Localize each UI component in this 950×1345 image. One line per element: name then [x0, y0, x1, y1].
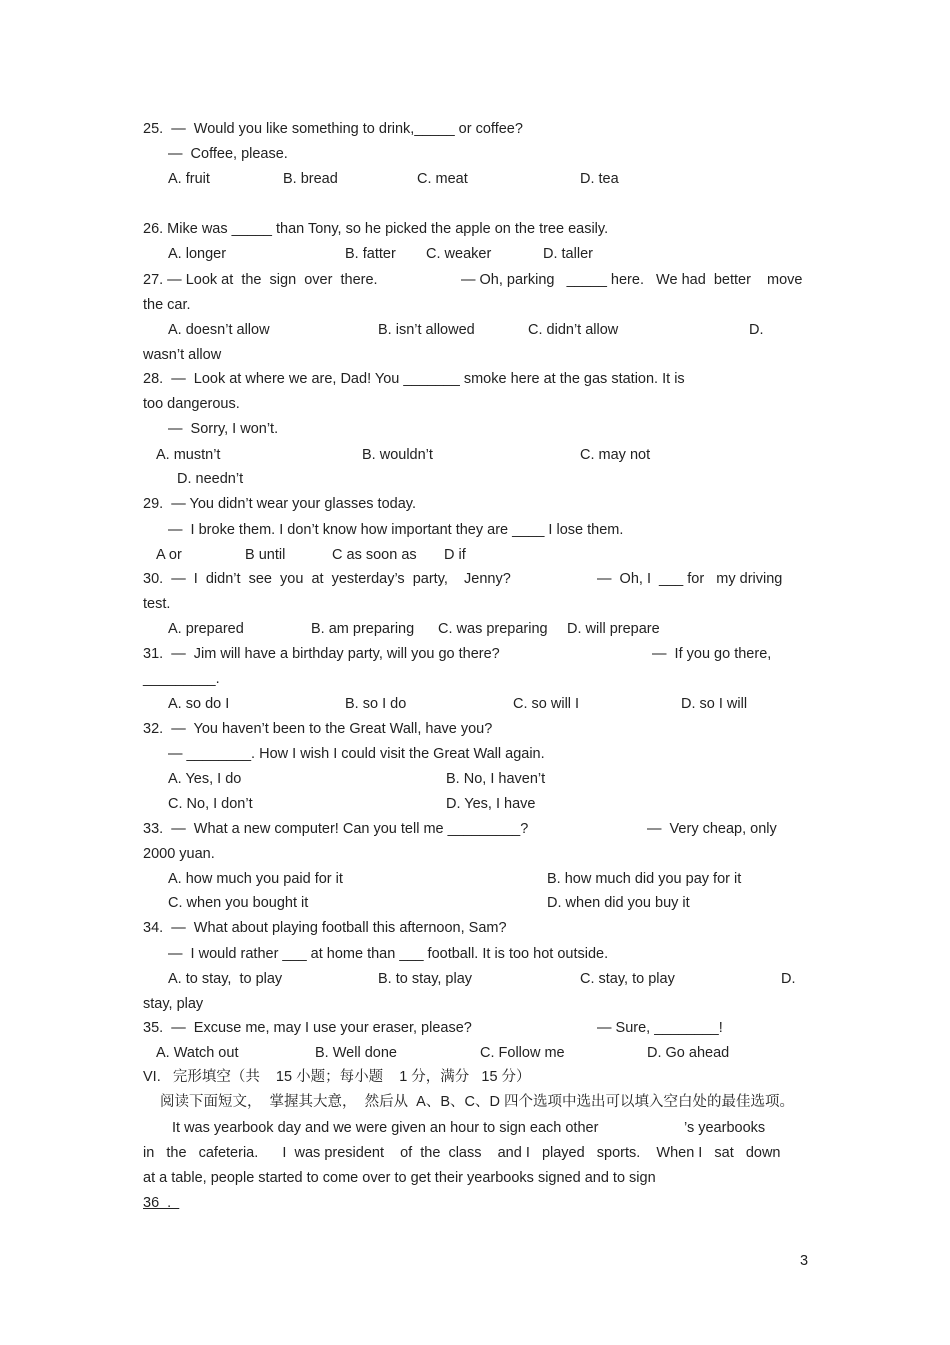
- q34-stem: 34. — What about playing football this afternoon, Sam?: [143, 920, 507, 936]
- section-instruction: 阅读下面短文， 掌握其大意， 然后从 A、B、C、D 四个选项中选出可以填入空白处的最佳选项。: [160, 1094, 794, 1110]
- passage-line-2: in the cafeteria. I was president of the class and I played sports. When I sat down: [143, 1145, 781, 1161]
- q26-option-d: D. taller: [543, 246, 593, 262]
- q31-stem-cont: _________.: [143, 671, 220, 687]
- q28-option-d: D. needn’t: [177, 471, 244, 487]
- q28-option-a: A. mustn’t: [156, 447, 221, 463]
- q27-option-c: C. didn’t allow: [528, 322, 619, 338]
- q30-stem: 30. — I didn’t see you at yesterday’s party, Jenny?: [143, 571, 511, 587]
- q29-stem: 29. — You didn’t wear your glasses today.: [143, 496, 416, 512]
- passage-line-1: It was yearbook day and we were given an hour to sign each other: [172, 1120, 599, 1136]
- q25-reply: — Coffee, please.: [168, 146, 288, 162]
- q28-reply: — Sorry, I won’t.: [168, 421, 279, 437]
- q28-option-b: B. wouldn’t: [362, 447, 433, 463]
- q32-reply: — ________. How I wish I could visit the Great Wall again.: [168, 746, 545, 762]
- q26-option-b: B. fatter: [345, 246, 396, 262]
- q35-reply: — Sure, ________!: [597, 1020, 723, 1036]
- q35-option-c: C. Follow me: [480, 1045, 565, 1061]
- q27-stem: 27. — Look at the sign over there.: [143, 272, 378, 288]
- q34-option-c: C. stay, to play: [580, 971, 675, 987]
- q31-stem: 31. — Jim will have a birthday party, will you go there?: [143, 646, 500, 662]
- q34-option-b: B. to stay, play: [378, 971, 473, 987]
- q34-option-d: D.: [781, 971, 796, 987]
- q25-option-a: A. fruit: [168, 171, 210, 187]
- passage-line-1-cont: ’s yearbooks: [684, 1120, 766, 1136]
- q30-reply: — Oh, I ___ for my driving: [597, 571, 783, 587]
- q31-option-c: C. so will I: [513, 696, 580, 712]
- q25-option-c: C. meat: [417, 171, 468, 187]
- q35-option-d: D. Go ahead: [647, 1045, 730, 1061]
- q34-option-a: A. to stay, to play: [168, 971, 283, 987]
- q29-option-b: B until: [245, 547, 286, 563]
- q29-option-a: A or: [156, 547, 182, 563]
- q32-option-d: D. Yes, I have: [446, 796, 536, 812]
- q30-option-c: C. was preparing: [438, 621, 548, 637]
- q31-option-b: B. so I do: [345, 696, 407, 712]
- q33-option-c: C. when you bought it: [168, 895, 309, 911]
- q32-stem: 32. — You haven’t been to the Great Wall, have you?: [143, 721, 493, 737]
- q26-option-c: C. weaker: [426, 246, 492, 262]
- q34-option-d-cont: stay, play: [143, 996, 204, 1012]
- q35-stem: 35. — Excuse me, may I use your eraser, please?: [143, 1020, 472, 1036]
- q30-option-a: A. prepared: [168, 621, 244, 637]
- q28-stem: 28. — Look at where we are, Dad! You _______ smoke here at the gas station. It is: [143, 371, 685, 387]
- passage-line-3: at a table, people started to come over to get their yearbooks signed and to sign: [143, 1170, 656, 1186]
- q33-option-a: A. how much you paid for it: [168, 871, 343, 887]
- q26-stem: 26. Mike was _____ than Tony, so he picked the apple on the tree easily.: [143, 221, 609, 237]
- q30-option-d: D. will prepare: [567, 621, 660, 637]
- q30-option-b: B. am preparing: [311, 621, 415, 637]
- q30-stem-cont: test.: [143, 596, 171, 612]
- q33-stem-cont: 2000 yuan.: [143, 846, 215, 862]
- q33-option-d: D. when did you buy it: [547, 895, 690, 911]
- q27-option-b: B. isn’t allowed: [378, 322, 475, 338]
- q32-option-c: C. No, I don’t: [168, 796, 253, 812]
- q27-stem-cont: the car.: [143, 297, 191, 313]
- q27-option-d: D.: [749, 322, 764, 338]
- q27-option-d-cont: wasn’t allow: [143, 347, 222, 363]
- q31-option-d: D. so I will: [681, 696, 748, 712]
- q31-option-a: A. so do I: [168, 696, 230, 712]
- section-heading: VI. 完形填空（共 15 小题；每小题 1 分，满分 15 分）: [143, 1069, 531, 1085]
- q35-option-b: B. Well done: [315, 1045, 397, 1061]
- q28-option-c: C. may not: [580, 447, 651, 463]
- q25-option-d: D. tea: [580, 171, 619, 187]
- q29-option-d: D if: [444, 547, 466, 563]
- q34-reply: — I would rather ___ at home than ___ football. It is too hot outside.: [168, 946, 609, 962]
- q26-option-a: A. longer: [168, 246, 227, 262]
- q35-option-a: A. Watch out: [156, 1045, 239, 1061]
- q29-option-c: C as soon as: [332, 547, 417, 563]
- q25-option-b: B. bread: [283, 171, 338, 187]
- q32-option-a: A. Yes, I do: [168, 771, 242, 787]
- q33-reply: — Very cheap, only: [647, 821, 777, 837]
- q33-stem: 33. — What a new computer! Can you tell me _________?: [143, 821, 529, 837]
- q31-reply: — If you go there,: [652, 646, 772, 662]
- q33-option-b: B. how much did you pay for it: [547, 871, 742, 887]
- blank-36: 36 .: [143, 1195, 180, 1211]
- q27-option-a: A. doesn’t allow: [168, 322, 270, 338]
- q27-reply: — Oh, parking _____ here. We had better move: [461, 272, 803, 288]
- q25-stem: 25. — Would you like something to drink,_____ or coffee?: [143, 121, 523, 137]
- q28-stem-cont: too dangerous.: [143, 396, 240, 412]
- q29-reply: — I broke them. I don’t know how important they are ____ I lose them.: [168, 522, 624, 538]
- page-number: 3: [800, 1253, 809, 1269]
- q32-option-b: B. No, I haven’t: [446, 771, 546, 787]
